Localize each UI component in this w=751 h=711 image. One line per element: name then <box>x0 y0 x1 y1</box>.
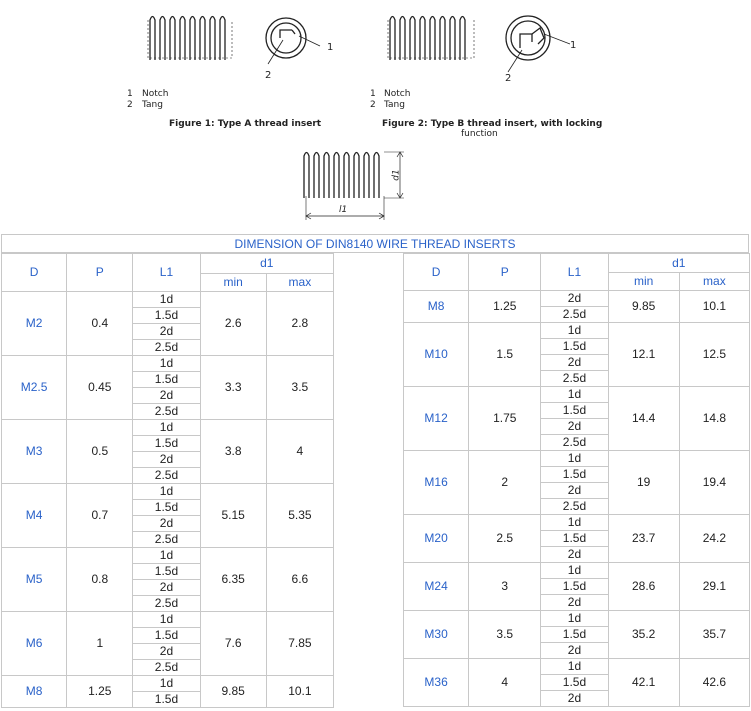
coil-turn <box>220 17 225 61</box>
cell-length: 2.5d <box>133 532 200 548</box>
cell-d1-max: 4 <box>266 420 333 484</box>
header-max: max <box>679 273 749 291</box>
header-min: min <box>200 274 266 292</box>
cell-thread-size: M8 <box>2 676 67 708</box>
cell-length: 1d <box>541 659 608 675</box>
cell-length: 1.5d <box>541 579 608 595</box>
fig2-caption-line2: function <box>461 129 498 139</box>
cell-d1-max: 7.85 <box>266 612 333 676</box>
table-row <box>404 563 750 579</box>
cell-length: 1.5d <box>133 372 200 388</box>
cell-d1-max: 14.8 <box>679 387 749 451</box>
cell-pitch: 0.8 <box>67 548 133 612</box>
cell-length: 2.5d <box>541 499 608 515</box>
coil-turn <box>210 17 215 61</box>
cell-length: 1d <box>133 292 200 308</box>
cell-length: 1d <box>133 484 200 500</box>
coil-turn <box>364 153 369 199</box>
cell-length: 1.5d <box>541 531 608 547</box>
cell-thread-size: M4 <box>2 484 67 548</box>
cell-length: 2d <box>541 547 608 563</box>
cell-d1-max: 35.7 <box>679 611 749 659</box>
header-d: D <box>2 254 67 292</box>
table-header-row <box>2 254 334 274</box>
table-row <box>2 676 334 692</box>
header-p: P <box>469 254 541 291</box>
cell-thread-size: M3 <box>2 420 67 484</box>
coil-turn <box>344 153 349 199</box>
header-l1: L1 <box>541 254 608 291</box>
cell-length: 2.5d <box>133 596 200 612</box>
cell-length: 1.5d <box>541 339 608 355</box>
cell-d1-min: 9.85 <box>608 291 679 323</box>
cell-length: 2d <box>133 324 200 340</box>
cell-pitch: 2.5 <box>469 515 541 563</box>
coil-turn <box>150 17 155 61</box>
cell-d1-max: 5.35 <box>266 484 333 548</box>
cell-length: 1.5d <box>541 627 608 643</box>
cell-length: 1.5d <box>541 403 608 419</box>
coil-turn <box>324 153 329 199</box>
cell-length: 1d <box>541 387 608 403</box>
fig2-legend-1-text: Notch <box>384 89 411 99</box>
header-max: max <box>266 274 333 292</box>
header-l1: L1 <box>133 254 200 292</box>
cell-d1-min: 9.85 <box>200 676 266 708</box>
dimension-table-right <box>403 253 750 707</box>
cell-length: 1d <box>541 611 608 627</box>
fig1-legend-1-text: Notch <box>142 89 169 99</box>
cell-length: 2d <box>541 355 608 371</box>
cell-d1-min: 6.35 <box>200 548 266 612</box>
cell-thread-size: M24 <box>404 563 469 611</box>
fig1-callout-1: 1 <box>327 42 334 53</box>
table-row <box>404 659 750 675</box>
header-d: D <box>404 254 469 291</box>
cell-length: 2d <box>133 644 200 660</box>
fig2-legend-2-num: 2 <box>370 100 376 110</box>
cell-length: 2d <box>541 643 608 659</box>
table-title: DIMENSION OF DIN8140 WIRE THREAD INSERTS <box>1 234 749 253</box>
header-min: min <box>608 273 679 291</box>
cell-pitch: 3 <box>469 563 541 611</box>
coil-turn <box>190 17 195 61</box>
coil-turn <box>334 153 339 199</box>
fig1-legend-2-num: 2 <box>127 100 133 110</box>
cell-length: 2d <box>541 595 608 611</box>
coil-turn <box>314 153 319 199</box>
cell-length: 2.5d <box>133 404 200 420</box>
cell-length: 1.5d <box>133 436 200 452</box>
coil-turn <box>160 17 165 61</box>
cell-length: 1.5d <box>133 308 200 324</box>
coil-turn <box>304 153 309 199</box>
cell-d1-max: 3.5 <box>266 356 333 420</box>
coil-turn <box>390 17 395 61</box>
cell-d1-min: 28.6 <box>608 563 679 611</box>
fig2-callout-2: 2 <box>505 73 512 84</box>
cell-d1-max: 29.1 <box>679 563 749 611</box>
coil-turn <box>450 17 455 61</box>
table-row <box>404 611 750 627</box>
cell-pitch: 0.4 <box>67 292 133 356</box>
table-row <box>2 292 334 308</box>
cell-length: 2.5d <box>133 468 200 484</box>
cell-d1-min: 7.6 <box>200 612 266 676</box>
table-row <box>404 387 750 403</box>
table-row <box>404 291 750 307</box>
cell-pitch: 1.25 <box>67 676 133 708</box>
table-row <box>2 356 334 372</box>
cell-thread-size: M20 <box>404 515 469 563</box>
cell-pitch: 0.45 <box>67 356 133 420</box>
fig3-coil-drawing <box>296 146 416 222</box>
cell-pitch: 0.5 <box>67 420 133 484</box>
cell-pitch: 1.25 <box>469 291 541 323</box>
cell-thread-size: M2.5 <box>2 356 67 420</box>
coil-turn <box>400 17 405 61</box>
cell-thread-size: M5 <box>2 548 67 612</box>
cell-length: 1.5d <box>541 467 608 483</box>
dimension-table-left <box>1 253 334 708</box>
cell-d1-min: 3.3 <box>200 356 266 420</box>
cell-length: 1d <box>133 548 200 564</box>
cell-d1-min: 14.4 <box>608 387 679 451</box>
cell-pitch: 1.75 <box>469 387 541 451</box>
cell-d1-min: 3.8 <box>200 420 266 484</box>
cell-d1-max: 6.6 <box>266 548 333 612</box>
cell-length: 1.5d <box>541 675 608 691</box>
cell-thread-size: M12 <box>404 387 469 451</box>
fig3-label-l1: l1 <box>339 205 348 215</box>
fig2-legend-2-text: Tang <box>384 100 405 110</box>
cell-d1-min: 5.15 <box>200 484 266 548</box>
coil-turn <box>180 17 185 61</box>
cell-d1-max: 2.8 <box>266 292 333 356</box>
fig1-coil-drawing <box>140 10 240 65</box>
cell-length: 2d <box>541 291 608 307</box>
cell-length: 1.5d <box>133 628 200 644</box>
cell-d1-max: 10.1 <box>679 291 749 323</box>
cell-d1-min: 2.6 <box>200 292 266 356</box>
cell-pitch: 2 <box>469 451 541 515</box>
cell-length: 2d <box>541 483 608 499</box>
cell-d1-max: 19.4 <box>679 451 749 515</box>
cell-d1-min: 35.2 <box>608 611 679 659</box>
cell-pitch: 4 <box>469 659 541 707</box>
cell-thread-size: M16 <box>404 451 469 515</box>
fig1-caption: Figure 1: Type A thread insert <box>169 119 322 129</box>
cell-length: 1d <box>133 612 200 628</box>
cell-length: 1d <box>541 515 608 531</box>
coil-turn <box>430 17 435 61</box>
cell-thread-size: M6 <box>2 612 67 676</box>
cell-pitch: 3.5 <box>469 611 541 659</box>
cell-d1-max: 10.1 <box>266 676 333 708</box>
cell-d1-min: 19 <box>608 451 679 515</box>
cell-thread-size: M10 <box>404 323 469 387</box>
cell-length: 1d <box>133 676 200 692</box>
fig2-callout-1: 1 <box>570 40 577 51</box>
cell-d1-min: 42.1 <box>608 659 679 707</box>
coil-turn <box>410 17 415 61</box>
fig3-label-d1: d1 <box>391 169 402 181</box>
header-d1: d1 <box>200 254 333 274</box>
cell-pitch: 0.7 <box>67 484 133 548</box>
fig1-legend-2-text: Tang <box>142 100 163 110</box>
cell-d1-min: 12.1 <box>608 323 679 387</box>
cell-d1-max: 12.5 <box>679 323 749 387</box>
table-row <box>2 548 334 564</box>
cell-length: 2.5d <box>541 307 608 323</box>
table-row <box>2 484 334 500</box>
cell-length: 2d <box>541 691 608 707</box>
cell-length: 1d <box>541 323 608 339</box>
coil-turn <box>354 153 359 199</box>
cell-length: 2d <box>133 452 200 468</box>
cell-length: 1.5d <box>133 692 200 708</box>
fig1-legend-1-num: 1 <box>127 89 133 99</box>
coil-turn <box>460 17 465 61</box>
header-p: P <box>67 254 133 292</box>
cell-thread-size: M30 <box>404 611 469 659</box>
cell-length: 1d <box>133 356 200 372</box>
cell-length: 1d <box>541 563 608 579</box>
cell-pitch: 1 <box>67 612 133 676</box>
table-row <box>2 612 334 628</box>
cell-d1-max: 42.6 <box>679 659 749 707</box>
cell-length: 2.5d <box>133 660 200 676</box>
cell-pitch: 1.5 <box>469 323 541 387</box>
coil-turn <box>440 17 445 61</box>
cell-length: 2d <box>133 580 200 596</box>
cell-length: 1.5d <box>133 500 200 516</box>
table-row <box>404 451 750 467</box>
fig2-legend-1-num: 1 <box>370 89 376 99</box>
coil-turn <box>200 17 205 61</box>
cell-thread-size: M2 <box>2 292 67 356</box>
fig2-caption <box>382 119 602 129</box>
cell-thread-size: M8 <box>404 291 469 323</box>
cell-length: 2.5d <box>133 340 200 356</box>
cell-length: 1d <box>133 420 200 436</box>
figures-area <box>0 0 751 232</box>
coil-turn <box>374 153 379 199</box>
cell-length: 1d <box>541 451 608 467</box>
cell-d1-max: 24.2 <box>679 515 749 563</box>
table-row <box>404 515 750 531</box>
table-row <box>404 323 750 339</box>
cell-length: 2.5d <box>541 371 608 387</box>
cell-length: 2d <box>133 516 200 532</box>
fig1-callout-2: 2 <box>265 70 272 81</box>
fig2-caption-main: Figure 2: Type B thread insert, with locking <box>382 119 603 129</box>
coil-turn <box>170 17 175 61</box>
cell-length: 2d <box>133 388 200 404</box>
table-row <box>2 420 334 436</box>
cell-length: 2.5d <box>541 435 608 451</box>
table-header-row <box>404 254 750 273</box>
coil-turn <box>420 17 425 61</box>
cell-length: 2d <box>541 419 608 435</box>
cell-length: 1.5d <box>133 564 200 580</box>
header-d1: d1 <box>608 254 749 273</box>
cell-d1-min: 23.7 <box>608 515 679 563</box>
fig2-coil-drawing <box>382 10 482 65</box>
cell-thread-size: M36 <box>404 659 469 707</box>
